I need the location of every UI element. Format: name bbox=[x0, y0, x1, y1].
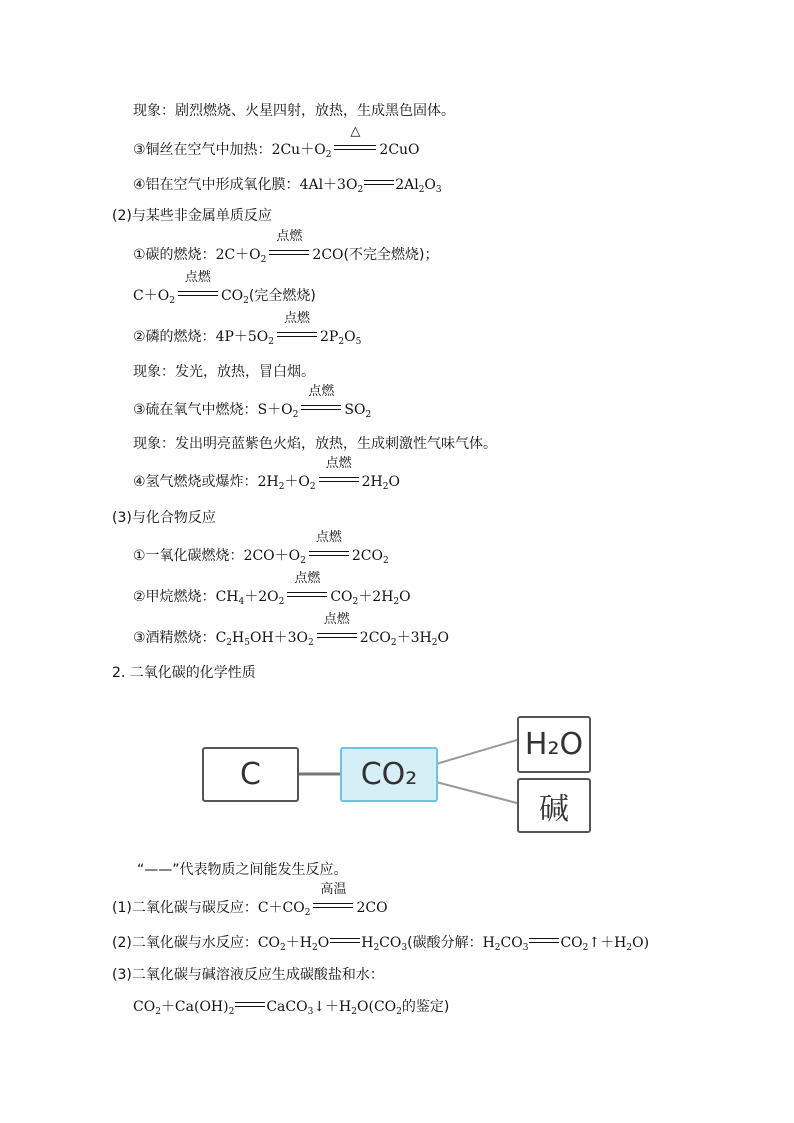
nonmetal-heading: (2)与某些非金属单质反应 bbox=[112, 208, 272, 224]
co-label: ①一氧化碳燃烧： bbox=[133, 548, 244, 564]
co2-base-label: (3)二氧化碳与碱溶液反应生成碳酸盐和水： bbox=[112, 967, 384, 983]
ignite-condition: 点燃 bbox=[308, 384, 335, 399]
ignite-condition: 点燃 bbox=[323, 612, 350, 627]
ignite-condition: 点燃 bbox=[325, 456, 352, 471]
s-phenomenon: 现象：发出明亮蓝紫色火焰，放热，生成刺激性气味气体。 bbox=[133, 436, 497, 452]
al-label: ④铝在空气中形成氧化膜： bbox=[133, 177, 300, 193]
s-label: ③硫在氧气中燃烧： bbox=[133, 402, 258, 418]
ignite-condition: 点燃 bbox=[315, 530, 342, 545]
fe-phenomenon: 现象：剧烈燃烧、火星四射，放热，生成黑色固体。 bbox=[133, 103, 455, 119]
cu-label: ③铜丝在空气中加热： bbox=[133, 142, 272, 158]
carbonic-note: (碳酸分解： bbox=[407, 935, 483, 951]
alcohol-label: ③酒精燃烧： bbox=[133, 630, 216, 646]
p-label: ②磷的燃烧： bbox=[133, 329, 216, 345]
h-equation-line: ④氢气燃烧或爆炸：$2H_2+O_2$ 点燃 $2H_2O$ bbox=[133, 456, 400, 492]
diagram-box-base: 碱 bbox=[517, 778, 591, 833]
al-equation-line: ④铝在空气中形成氧化膜：$4Al+3O_2$ $2Al_2O_3$ bbox=[133, 177, 442, 195]
co-equation-line: ①一氧化碳燃烧：$2CO+O_2$ 点燃 $2CO_2$ bbox=[133, 530, 389, 566]
diagram-box-c: C bbox=[202, 747, 299, 802]
c-complete-line: $C+O_2$ 点燃 $CO_2$(完全燃烧) bbox=[133, 270, 316, 306]
section2-heading: 2. 二氧化碳的化学性质 bbox=[112, 665, 256, 681]
high-temp-condition: 高温 bbox=[320, 882, 347, 897]
c-incomplete-line: ①碳的燃烧：$2C+O_2$ 点燃 2CO(不完全燃烧)； bbox=[133, 229, 439, 265]
legend-note: “——”代表物质之间能发生反应。 bbox=[137, 862, 348, 878]
ch4-equation-line: ②甲烷燃烧：$CH_4+2O_2$ 点燃 $CO_2+2H_2O$ bbox=[133, 571, 411, 607]
diagram-box-water: H₂O bbox=[517, 716, 591, 773]
p-equation-line: ②磷的燃烧：$4P+5O_2$ 点燃 $2P_2O_5$ bbox=[133, 311, 362, 347]
alcohol-equation-line: ③酒精燃烧：$C_2H_5OH+3O_2$ 点燃 $2CO_2+3H_2O$ bbox=[133, 612, 449, 648]
ignite-condition: 点燃 bbox=[284, 311, 311, 326]
ignite-condition: 点燃 bbox=[294, 571, 321, 586]
h-label: ④氢气燃烧或爆炸： bbox=[133, 474, 258, 490]
co2-base-equation: $CO_2+Ca(OH)_2$ $CaCO_3↓+H_2O(CO_2$的鉴定) bbox=[133, 999, 450, 1017]
co2-c-label: (1)二氧化碳与碳反应： bbox=[112, 900, 258, 916]
co2-identify-note: 的鉴定) bbox=[401, 999, 450, 1015]
co2-water-connector bbox=[436, 740, 517, 764]
diagram-box-co2: CO₂ bbox=[340, 747, 438, 802]
compound-heading: (3)与化合物反应 bbox=[112, 510, 216, 526]
co2-water-line: (2)二氧化碳与水反应：$CO_2+H_2O$ $H_2CO_3$(碳酸分解：$H_2CO_3$ $CO_2↑+H_2O$) bbox=[112, 935, 650, 953]
ch4-label: ②甲烷燃烧： bbox=[133, 589, 216, 605]
c-incomplete-note: (不完全燃烧)； bbox=[343, 247, 439, 263]
ignite-condition: 点燃 bbox=[276, 229, 303, 244]
co2-c-line: (1)二氧化碳与碳反应：$C+CO_2$ 高温 2CO bbox=[112, 882, 388, 918]
c-complete-note: (完全燃烧) bbox=[248, 288, 316, 304]
s-equation-line: ③硫在氧气中燃烧：$S+O_2$ 点燃 $SO_2$ bbox=[133, 384, 372, 420]
cu-equation-line: ③铜丝在空气中加热：$2Cu+O_2$ △ 2CuO bbox=[133, 124, 420, 160]
heat-condition: △ bbox=[350, 124, 361, 139]
co2-base-connector bbox=[436, 782, 517, 803]
p-phenomenon: 现象：发光，放热，冒白烟。 bbox=[133, 364, 315, 380]
co2-water-label: (2)二氧化碳与水反应： bbox=[112, 935, 258, 951]
c-label: ①碳的燃烧： bbox=[133, 247, 216, 263]
ignite-condition: 点燃 bbox=[184, 270, 211, 285]
